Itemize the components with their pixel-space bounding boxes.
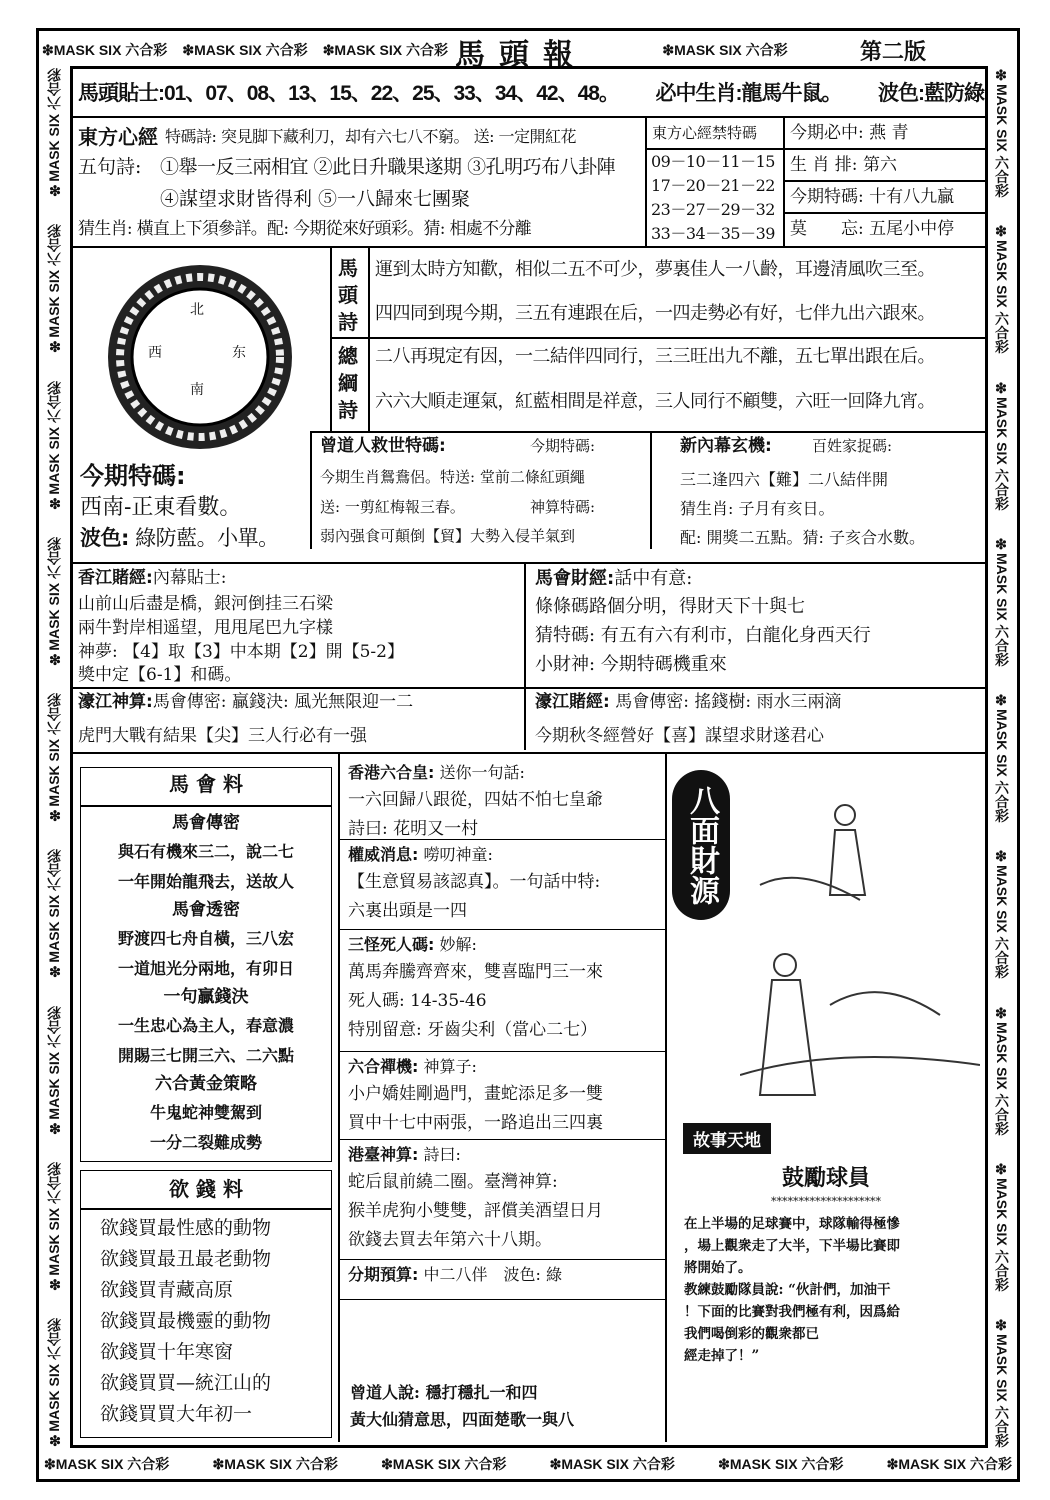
strip-text: ❇MASK SIX 六合彩 xyxy=(46,224,62,354)
east-guess: 猜生肖: 橫直上下須參詳。配: 今期從來好頭彩。猜: 相處不分離 xyxy=(78,219,531,239)
xiang-line: 獎中定【6-1】和碼。 xyxy=(78,665,242,685)
story-line: 在上半場的足球賽中，球隊輸得極慘 xyxy=(684,1216,900,1232)
yq-line: 欲錢買青藏高原 xyxy=(100,1279,234,1301)
special-color-label: 波色: xyxy=(80,526,129,550)
mahui-item-line: 牛鬼蛇神雙駕到 xyxy=(149,1103,262,1122)
masthead-title: 馬頭報 xyxy=(455,38,587,73)
zeng-line: 今期生肖鴛鴦侶。特送: 堂前二條紅頭繩 xyxy=(320,468,585,486)
mahui-item-line: 一生忠心為主人，春意濃 xyxy=(117,1016,294,1035)
illustration-figures xyxy=(740,775,980,1115)
middle-section-line: 小户嬌娃剛過門，畫蛇添足多一雙 xyxy=(348,1084,603,1104)
mahui-item-heading: 一句贏錢決 xyxy=(163,987,249,1007)
strip-text: ❇MASK SIX 六合彩 xyxy=(46,1162,62,1292)
compass-north: 北 xyxy=(190,302,204,318)
middle-section-line: 死人碼: 14-35-46 xyxy=(348,991,487,1011)
zeng-say-line: 黃大仙猜意思，四面楚歌一與八 xyxy=(350,1410,575,1429)
strip-text: ❇MASK SIX 六合彩 xyxy=(42,42,168,58)
five-label: 五句詩: xyxy=(78,156,142,178)
special-color-value: 綠防藍。小單。 xyxy=(135,526,279,550)
middle-section-line: 萬馬奔騰齊齊來，雙喜臨門三一來 xyxy=(348,962,603,982)
five-line-1: ①舉一反三兩相宜 ②此日升職果遂期 ③孔明巧布八卦陣 xyxy=(160,156,616,178)
middle-section-header xyxy=(348,1142,657,1168)
left-strip xyxy=(42,68,66,1448)
yq-line: 欲錢買最性感的動物 xyxy=(100,1217,272,1239)
masthead-strip xyxy=(600,38,850,62)
strip-text: ❇MASK SIX 六合彩 xyxy=(381,1456,507,1472)
special-line: 西南-正東看數。 xyxy=(80,495,242,520)
middle-section-sub: 神算子: xyxy=(423,1057,477,1076)
middle-section-line: 詩曰: 花明又一村 xyxy=(348,819,479,839)
strip-text: ❇MASK SIX 六合彩 xyxy=(46,849,62,980)
story-stars: ******************** xyxy=(771,1195,881,1208)
side-row xyxy=(790,155,897,175)
mahui-item-line: 與石有機來三二，說二七 xyxy=(117,842,294,861)
east-poem: 特碼詩: 突見脚下藏利刀，却有六七八不窮。 送: 一定開紅花 xyxy=(165,127,577,146)
middle-section-sub: 詩曰: xyxy=(423,1145,461,1164)
mahui-item-line: 一年開始龍飛去，送故人 xyxy=(117,872,294,891)
zeng-say-line: 曾道人說: 穩打穩扎一和四 xyxy=(350,1383,538,1402)
mahui-item-line: 野渡四七舟自橫，三八宏 xyxy=(117,929,294,948)
yq-line: 欲錢買十年寒窗 xyxy=(100,1341,234,1363)
masthead-strip xyxy=(42,38,448,62)
hao2-title: 濠江賭經: xyxy=(535,692,610,712)
yq-lines xyxy=(100,1213,271,1430)
horse-poem-label: 馬頭詩 xyxy=(338,256,358,334)
strip-text: ❇MASK SIX 六合彩 xyxy=(994,380,1010,511)
hao1-line: 虎門大戰有結果【尖】三人行必有一强 xyxy=(78,726,367,746)
inside-line: 三二逢四六【難】二八結伴開 xyxy=(680,470,889,489)
xiang-sub: 內幕貼士: xyxy=(152,568,227,588)
middle-section-header xyxy=(348,842,657,868)
zeng-title: 曾道人救世特碼: xyxy=(320,436,446,456)
middle-section-title: 權威消息: xyxy=(348,845,419,864)
zeng-line: 送: 一剪紅梅報三春。 xyxy=(320,498,465,516)
compass-image xyxy=(95,262,305,452)
story-line: 我們喝倒彩的觀衆都已 xyxy=(684,1326,819,1342)
middle-section xyxy=(340,930,665,1052)
story-tag: 故事天地 xyxy=(683,1123,771,1154)
story-line: ，場上觀衆走了大半，下半場比賽即 xyxy=(684,1238,900,1254)
ad-badge: 八面財源 xyxy=(672,770,730,920)
zodiac-label: 必中生肖: xyxy=(655,82,742,105)
mahui-sub: 話中有意: xyxy=(614,568,693,589)
yq-line: 欲錢買買—統江山的 xyxy=(100,1372,272,1394)
compass-west: 西 xyxy=(148,345,162,361)
side-row xyxy=(790,187,954,207)
inside-sub: 百姓家捉碼: xyxy=(812,437,893,455)
middle-section-header xyxy=(348,1262,657,1288)
inside-line: 配: 開獎二五點。猜: 子亥合水數。 xyxy=(680,528,925,547)
mahui-line: 猜特碼: 有五有六有利市，白龍化身西天行 xyxy=(535,625,871,646)
inside-line: 猜生肖: 子月有亥日。 xyxy=(680,499,835,518)
middle-section-sub: 嘮叨神童: xyxy=(423,845,493,864)
middle-section-title: 分期預算: xyxy=(348,1265,419,1284)
middle-section xyxy=(340,1260,665,1300)
middle-section-sub: 送你一句話: xyxy=(439,763,525,782)
mahui-line: 小財神: 今期特碼機重來 xyxy=(535,654,727,675)
hao2-line: 今期秋冬經營好【喜】謀望求財遂君心 xyxy=(535,726,824,746)
side-label: 今期特碼: xyxy=(790,187,864,207)
story-title: 鼓勵球員 xyxy=(781,1165,870,1191)
header-zodiac xyxy=(655,81,841,106)
middle-section-line: 特別留意: 牙齒尖利（當心二七） xyxy=(348,1020,598,1040)
ban-row: 23－27－29－32 xyxy=(651,200,775,219)
story-line: 經走掉了！” xyxy=(684,1348,760,1364)
yq-line: 欲錢買最丑最老動物 xyxy=(100,1248,272,1270)
tips-value: 01、07、08、13、15、22、25、33、34、42、48。 xyxy=(164,82,619,105)
side-value: 燕 青 xyxy=(869,123,909,143)
middle-section xyxy=(340,758,665,840)
middle-section xyxy=(340,1140,665,1260)
ban-row: 17－20－21－22 xyxy=(651,176,775,195)
middle-section xyxy=(340,840,665,930)
strip-text: ❇MASK SIX 六合彩 xyxy=(46,693,62,823)
strip-text: ❇MASK SIX 六合彩 xyxy=(994,849,1010,980)
middle-section-sub: 中二八伴 波色: 綠 xyxy=(423,1265,562,1284)
zodiac-value: 龍馬牛鼠。 xyxy=(741,82,842,105)
hao1-title: 濠江神算: xyxy=(78,692,153,712)
tips-label: 馬頭貼士: xyxy=(78,82,164,105)
xiang-title: 香江賭經: xyxy=(78,568,153,588)
zeng-line: 神算特碼: xyxy=(530,498,596,516)
xiang-line: 山前山后盡是橋，銀河倒挂三石梁 xyxy=(78,594,333,614)
middle-section xyxy=(340,1052,665,1140)
strip-text: ❇MASK SIX 六合彩 xyxy=(994,224,1010,354)
side-value: 五尾小中停 xyxy=(869,219,955,239)
xiang-header xyxy=(78,568,227,588)
color-value: 藍防綠 xyxy=(923,82,984,105)
side-label: 生 肖 排: xyxy=(790,155,858,175)
mahui-item-line: 一道旭光分兩地，有卯日 xyxy=(117,959,294,978)
middle-section-header xyxy=(348,932,657,958)
mahui-item-line: 開賜三七開三六、二六點 xyxy=(117,1046,294,1065)
strip-text: ❇MASK SIX 六合彩 xyxy=(994,68,1010,198)
middle-section-title: 香港六合皇: xyxy=(348,763,435,782)
header-tips xyxy=(78,81,619,106)
strip-text: ❇MASK SIX 六合彩 xyxy=(994,1162,1010,1292)
hao1-header xyxy=(78,692,413,712)
hao2-sub: 馬會傳密: 搖錢樹: 雨水三兩滴 xyxy=(615,692,842,712)
special-color xyxy=(80,526,279,551)
middle-column xyxy=(340,758,665,1300)
compass-east: 东 xyxy=(232,345,246,361)
yq-line: 欲錢買買大年初一 xyxy=(100,1403,253,1425)
middle-section-line: 買中十七中兩張，一路追出三四裏 xyxy=(348,1113,603,1133)
strip-text: ❇MASK SIX 六合彩 xyxy=(662,42,788,58)
header-row xyxy=(78,81,984,106)
strip-text: ❇MASK SIX 六合彩 xyxy=(46,68,62,198)
mahui-item-heading: 馬會傳密 xyxy=(172,813,240,833)
mahui-header xyxy=(535,568,692,590)
strip-text: ❇MASK SIX 六合彩 xyxy=(46,1318,62,1448)
middle-section-line: 一六回歸八跟從，四姑不怕七皇爺 xyxy=(348,790,603,810)
middle-section-line: 猴羊虎狗小雙雙，評償美酒望日月 xyxy=(348,1201,603,1221)
ban-title: 東方心經禁特碼 xyxy=(652,124,758,142)
ban-row: 09－10－11－15 xyxy=(651,152,775,171)
hao1-sub: 馬會傳密: 贏錢決: 風光無限迎一二 xyxy=(152,692,414,712)
ban-row: 33－34－35－39 xyxy=(651,224,775,243)
east-title: 東方心經 xyxy=(78,125,158,149)
mahui-title: 馬會財經: xyxy=(535,568,615,589)
five-line-2: ④謀望求財皆得利 ⑤一八歸來七團聚 xyxy=(160,188,471,210)
footer-strip xyxy=(44,1452,1012,1476)
hao2-header xyxy=(535,692,841,712)
mahui-box-items xyxy=(82,810,330,1158)
main-poem-line: 六六大順走運氣，紅藍相間是祥意，三人同行不顧雙，六旺一回降九宵。 xyxy=(375,391,935,412)
strip-text: ❇MASK SIX 六合彩 xyxy=(994,1318,1010,1448)
side-value: 十有八九贏 xyxy=(869,187,955,207)
zeng-line: 弱內强食可顛倒【貿】大勢入侵羊氣到 xyxy=(320,527,576,545)
mahui-item-heading: 馬會透密 xyxy=(172,900,240,920)
header-color xyxy=(878,81,984,106)
middle-section-line: 蛇后鼠前繞二圈。臺灣神算: xyxy=(348,1172,558,1192)
strip-text: ❇MASK SIX 六合彩 xyxy=(549,1456,675,1472)
story-line: 教練鼓勵隊員說: “伙計們，加油干 xyxy=(684,1282,891,1298)
side-value: 第六 xyxy=(862,155,897,175)
strip-text: ❇MASK SIX 六合彩 xyxy=(44,1456,170,1472)
zeng-sub: 今期特碼: xyxy=(530,437,596,455)
color-label: 波色: xyxy=(877,82,924,105)
middle-section-header xyxy=(348,1054,657,1080)
yq-line: 欲錢買最機靈的動物 xyxy=(100,1310,272,1332)
mahui-box-title: 馬 會 料 xyxy=(169,772,243,796)
main-poem-line: 二八再現定有因，一二結伴四同行，三三旺出九不離，五七單出跟在后。 xyxy=(375,346,935,367)
edition-label: 第二版 xyxy=(860,40,927,65)
strip-text: ❇MASK SIX 六合彩 xyxy=(994,1005,1010,1136)
story-line: ！下面的比賽對我們極有利，因爲給 xyxy=(684,1304,900,1320)
strip-text: ❇MASK SIX 六合彩 xyxy=(46,1005,62,1136)
xiang-line: 兩牛對岸相遥望，甩甩尾巴九字樣 xyxy=(78,618,333,638)
strip-text: ❇MASK SIX 六合彩 xyxy=(886,1456,1012,1472)
inside-title: 新內幕玄機: xyxy=(680,436,772,456)
strip-text: ❇MASK SIX 六合彩 xyxy=(182,42,308,58)
middle-section-sub: 妙解: xyxy=(439,935,477,954)
story-body xyxy=(684,1213,900,1367)
horse-poem-line: 運到太時方知歡，相似二五不可少，夢裏佳人一八齡，耳邊清風吹三至。 xyxy=(375,259,935,280)
strip-text: ❇MASK SIX 六合彩 xyxy=(212,1456,338,1472)
horse-poem-line: 四四同到現今期，三五有連跟在后，一四走勢必有好，七伴九出六跟來。 xyxy=(375,303,935,324)
middle-section-line: 六裏出頭是一四 xyxy=(348,901,467,921)
strip-text: ❇MASK SIX 六合彩 xyxy=(718,1456,844,1472)
side-row xyxy=(790,219,954,239)
strip-text: ❇MASK SIX 六合彩 xyxy=(322,42,448,58)
strip-text: ❇MASK SIX 六合彩 xyxy=(994,693,1010,823)
side-label: 今期必中: xyxy=(790,123,864,143)
middle-section-title: 港臺神算: xyxy=(348,1145,419,1164)
compass-south: 南 xyxy=(190,382,204,398)
mahui-item-line: 一分二裂難成勢 xyxy=(149,1133,262,1152)
right-strip xyxy=(990,68,1014,1448)
strip-text: ❇MASK SIX 六合彩 xyxy=(46,536,62,667)
middle-section-title: 六合禪機: xyxy=(348,1057,419,1076)
middle-section-title: 三怪死人碼: xyxy=(348,935,435,954)
middle-section-line: 欲錢去買去年第六十八期。 xyxy=(348,1230,552,1250)
middle-section-line: 【生意貿易該認真】。一句話中特: xyxy=(348,872,601,892)
side-label: 莫 忘: xyxy=(790,219,864,239)
xiang-line: 神夢: 【4】取【3】中本期【2】開【5-2】 xyxy=(78,642,404,662)
main-poem-label: 總綱詩 xyxy=(338,344,358,422)
special-title: 今期特碼: xyxy=(80,462,186,490)
story-line: 將開始了。 xyxy=(684,1260,752,1276)
strip-text: ❇MASK SIX 六合彩 xyxy=(994,536,1010,667)
middle-section-header xyxy=(348,760,657,786)
side-row xyxy=(790,123,909,143)
mahui-item-heading: 六合黃金策略 xyxy=(155,1074,257,1094)
yq-box-title: 欲 錢 料 xyxy=(169,1177,243,1201)
mahui-line: 條條碼路個分明，得財天下十與七 xyxy=(535,596,805,617)
strip-text: ❇MASK SIX 六合彩 xyxy=(46,380,62,511)
